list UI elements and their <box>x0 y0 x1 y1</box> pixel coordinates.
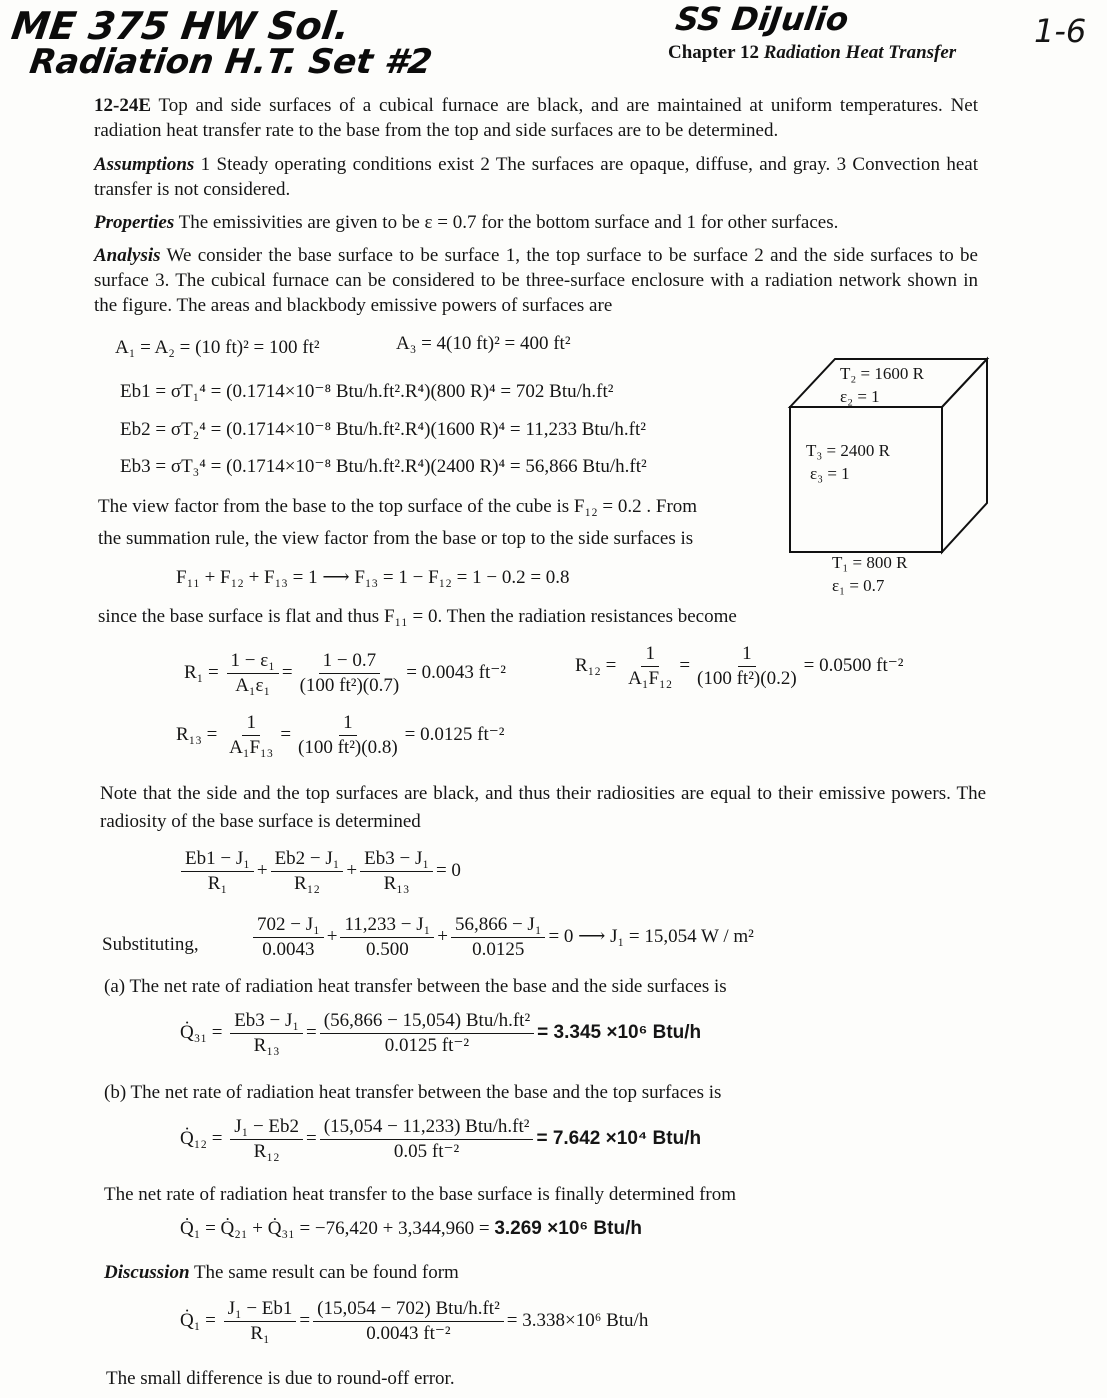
substituted-term-3-denominator: 0.0125 <box>472 939 525 960</box>
figure-base-temperature: T₁ = 800 R <box>832 553 908 572</box>
analysis-label: Analysis <box>94 245 161 266</box>
substituted-term-3 <box>451 914 545 961</box>
resistance-r13-equation: R₁₃ = $\frac{1}{\text{A₁F₁₃}}$ = $\frac{1}{\text{(100 ft²)(0.8)}}$ = 0.0125 ft⁻² <box>176 712 505 758</box>
r1-fraction-symbolic <box>227 650 279 697</box>
r1-denominator: A₁ε₁ <box>235 675 271 696</box>
r12-lhs: R₁₂ = <box>575 654 617 676</box>
q1-alt-fraction-numeric <box>313 1298 504 1345</box>
r13-numeric-denominator: (100 ft²)(0.8) <box>298 737 398 758</box>
r13-result: = 0.0125 ft⁻² <box>404 723 505 745</box>
r13-fraction-numeric <box>294 712 402 759</box>
properties-label: Properties <box>94 212 175 233</box>
discussion-text: The same result can be found form <box>193 1262 459 1283</box>
roundoff-text: The small difference is due to round-off error. <box>106 1368 455 1389</box>
emissive-power-3: Eb3 = σT₃⁴ = (0.1714×10⁻⁸ Btu/h.ft².R⁴)(2400 R)⁴ = 56,866 Btu/h.ft² <box>120 456 647 477</box>
r12-numeric-denominator: (100 ft²)(0.2) <box>697 668 797 689</box>
view-factor-text-1: The view factor from the base to the top surface of the cube is F₁₂ = 0.2 . From <box>98 496 698 517</box>
q31-denominator: R₁₃ <box>253 1035 280 1056</box>
r12-fraction-symbolic <box>624 643 676 690</box>
assumptions-label: Assumptions <box>94 154 195 175</box>
q1-total-expression: Q̇₁ = Q̇₂₁ + Q̇₃₁ = −76,420 + 3,344,960 = <box>180 1218 490 1239</box>
emissive-power-1: Eb1 = σT₁⁴ = (0.1714×10⁻⁸ Btu/h.ft².R⁴)(800 R)⁴ = 702 Btu/h.ft² <box>120 381 614 402</box>
substituted-rhs: = 0 ⟶ J₁ = 15,054 W / m² <box>548 925 754 947</box>
resistance-r12-equation: R₁₂ = $\frac{1}{\text{A₁F₁₂}}$ = $\frac{1}{\text{(100 ft²)(0.2)}}$ = 0.0500 ft⁻² <box>575 643 904 689</box>
substituted-term-1-denominator: 0.0043 <box>262 939 315 960</box>
q1-total-equation <box>180 1218 642 1240</box>
q12-fraction-numeric <box>320 1116 534 1163</box>
r12-result: = 0.0500 ft⁻² <box>803 654 904 676</box>
emissive-power-2: Eb2 = σT₂⁴ = (0.1714×10⁻⁸ Btu/h.ft².R⁴)(1600 R)⁴ = 11,233 Btu/h.ft² <box>120 419 646 440</box>
r12-numeric-numerator: 1 <box>738 643 756 667</box>
q31-result: = 3.345 ×10⁶ Btu/h <box>537 1021 702 1043</box>
q31-equation: Q̇₃₁ = $\frac{\text{Eb3 − J₁}}{\text{R₁₃}}$ = $\frac{\text{(56,866 − 15,054) Btu/h.ft²}}{\text{0.0125 ft⁻²}}$ = 3.345 ×10⁶ Btu/h <box>180 1010 702 1056</box>
radiosity-term-3-denominator: R₁₃ <box>383 873 410 894</box>
r1-lhs: R₁ = <box>184 661 219 683</box>
radiosity-term-1 <box>181 848 254 895</box>
q1-alt-result: = 3.338×10⁶ Btu/h <box>506 1309 649 1331</box>
r12-denominator: A₁F₁₂ <box>628 668 673 689</box>
figure-side-emissivity: ε₃ = 1 <box>810 464 850 483</box>
q1-alt-fraction-symbolic <box>224 1298 297 1345</box>
figure-base-emissivity: ε₁ = 0.7 <box>832 576 885 595</box>
properties-paragraph <box>94 210 978 235</box>
q12-denominator: R₁₂ <box>253 1141 280 1162</box>
hw-subtitle: Radiation H.T. Set #2 <box>27 42 435 82</box>
substituted-term-1 <box>253 914 324 961</box>
r1-fraction-numeric <box>296 650 404 697</box>
substituted-term-2-denominator: 0.500 <box>365 939 409 960</box>
problem-statement <box>94 93 978 143</box>
q12-numerator: J₁ − Eb2 <box>230 1116 303 1140</box>
radiosity-term-1-numerator: Eb1 − J₁ <box>181 848 254 872</box>
radiosity-term-3-numerator: Eb3 − J₁ <box>360 848 433 872</box>
q12-result: = 7.642 ×10⁴ Btu/h <box>536 1127 702 1149</box>
discussion-label: Discussion <box>104 1262 190 1283</box>
part-b-text: (b) The net rate of radiation heat transfer between the base and the top surfaces is <box>104 1082 722 1103</box>
author-signature: SS DiJulio <box>673 0 851 38</box>
substituted-term-2-numerator: 11,233 − J₁ <box>340 914 434 938</box>
assumptions-paragraph <box>94 152 978 202</box>
q31-numerator: Eb3 − J₁ <box>230 1010 303 1034</box>
q1-alternative-equation: Q̇₁ = $\frac{\text{J₁ − Eb1}}{\text{R₁}}$ = $\frac{\text{(15,054 − 702) Btu/h.ft²}}{\text{0.0043 ft⁻²}}$ = 3.338×10⁶ Btu/h <box>180 1298 649 1344</box>
chapter-number: Chapter 12 <box>668 42 759 63</box>
q1-alt-denominator: R₁ <box>250 1323 270 1344</box>
view-factor-text-2: the summation rule, the view factor from the base or top to the side surfaces is <box>98 528 694 549</box>
substituted-term-1-numerator: 702 − J₁ <box>253 914 324 938</box>
r1-numerator: 1 − ε₁ <box>227 650 279 674</box>
r12-numerator: 1 <box>641 643 659 667</box>
q12-lhs: Q̇₁₂ = <box>180 1127 223 1149</box>
r13-fraction-symbolic <box>225 712 277 759</box>
q31-fraction-numeric <box>320 1010 534 1057</box>
summation-rule-equation: F₁₁ + F₁₂ + F₁₃ = 1 ⟶ F₁₃ = 1 − F₁₂ = 1 − 0.2 = 0.8 <box>176 567 570 588</box>
q31-numeric-denominator: 0.0125 ft⁻² <box>384 1035 470 1056</box>
net-rate-text: The net rate of radiation heat transfer to the base surface is finally determined from <box>104 1184 737 1205</box>
q12-numeric-denominator: 0.05 ft⁻² <box>393 1141 460 1162</box>
q31-lhs: Q̇₃₁ = <box>180 1021 223 1043</box>
radiosity-term-2 <box>271 848 344 895</box>
resistance-r1-equation: R₁ = $\frac{\text{1 − ε₁}}{\text{A₁ε₁}}$ = $\frac{1 - 0.7}{\text{(100 ft²)(0.7)}}$ = 0.0043 ft⁻² <box>184 650 506 696</box>
areas-equation-1: A₁ = A₂ = (10 ft)² = 100 ft² <box>115 337 320 358</box>
q1-total-result: 3.269 ×10⁶ Btu/h <box>494 1218 642 1239</box>
r13-numerator: 1 <box>242 712 260 736</box>
substituted-term-3-numerator: 56,866 − J₁ <box>451 914 545 938</box>
q12-fraction-symbolic <box>230 1116 303 1163</box>
substituting-label: Substituting, <box>102 934 199 955</box>
problem-text: Top and side surfaces of a cubical furnace are black, and are maintained at uniform temperatures. Net radiation heat transfer rate to the base from the top and side surfaces are to be determined. <box>94 95 978 141</box>
r1-numeric-denominator: (100 ft²)(0.7) <box>299 675 400 696</box>
chapter-header <box>668 42 956 64</box>
radiosity-note: Note that the side and the top surfaces are black, and thus their radiosities are equal to their emissive powers. The radiosity of the base surface is determined <box>100 783 986 832</box>
assumptions-text: 1 Steady operating conditions exist 2 The surfaces are opaque, diffuse, and gray. 3 Convection heat transfer is not considered. <box>94 154 978 200</box>
figure-side-temperature: T₃ = 2400 R <box>806 441 890 460</box>
q1-alt-numeric-numerator: (15,054 − 702) Btu/h.ft² <box>313 1298 504 1322</box>
radiosity-term-1-denominator: R₁ <box>207 873 228 894</box>
radiosity-rhs: = 0 <box>435 859 461 881</box>
substituted-radiosity-equation: $\frac{\text{702 − J₁}}{0.0043}$ + $\frac{\text{11,233 − J₁}}{0.500}$ + $\frac{\text{56,866 − J₁}}{0.0125}$ = 0 ⟶ J₁ = 15,054 W / m² <box>250 914 754 961</box>
r13-lhs: R₁₃ = <box>176 723 218 745</box>
figure-top-temperature: T₂ = 1600 R <box>840 364 924 383</box>
radiosity-term-3 <box>360 848 433 895</box>
r1-result: = 0.0043 ft⁻² <box>406 661 506 683</box>
discussion-paragraph <box>104 1262 459 1284</box>
r12-fraction-numeric <box>693 643 801 690</box>
cube-side-face <box>942 359 987 552</box>
analysis-text: We consider the base surface to be surface 1, the top surface to be surface 2 and the side surfaces to be surface 3. The cubical furnace can be considered to be three-surface enclosure with a radiation network shown in the figure. The areas and blackbody emissive powers of surfaces are <box>94 245 978 316</box>
q31-fraction-symbolic <box>230 1010 303 1057</box>
flat-base-text: since the base surface is flat and thus F₁₁ = 0. Then the radiation resistances become <box>98 606 737 627</box>
chapter-topic: Radiation Heat Transfer <box>763 42 957 63</box>
r1-numeric-numerator: 1 − 0.7 <box>319 650 380 674</box>
properties-text: The emissivities are given to be ε = 0.7 for the bottom surface and 1 for other surfaces. <box>178 212 839 233</box>
substituted-term-2 <box>340 914 434 961</box>
areas-equation-2: A₃ = 4(10 ft)² = 400 ft² <box>396 333 571 354</box>
q31-numeric-numerator: (56,866 − 15,054) Btu/h.ft² <box>320 1010 534 1034</box>
hw-title: ME 375 HW Sol. <box>8 4 353 48</box>
q1-alt-lhs: Q̇₁ = <box>180 1309 216 1331</box>
q12-numeric-numerator: (15,054 − 11,233) Btu/h.ft² <box>320 1116 534 1140</box>
r13-denominator: A₁F₁₃ <box>229 737 274 758</box>
radiosity-balance-equation: $\frac{\text{Eb1 − J₁}}{\text{R₁}}$ + $\frac{\text{Eb2 − J₁}}{\text{R₁₂}}$ + $\frac{\text{Eb3 − J₁}}{\text{R₁₃}}$ = 0 <box>178 848 461 895</box>
part-a-text: (a) The net rate of radiation heat transfer between the base and the side surfaces is <box>104 976 727 997</box>
r13-numeric-numerator: 1 <box>339 712 357 736</box>
q12-equation: Q̇₁₂ = $\frac{\text{J₁ − Eb2}}{\text{R₁₂}}$ = $\frac{\text{(15,054 − 11,233) Btu/h.ft²}}{\text{0.05 ft⁻²}}$ = 7.642 ×10⁴ Btu/h <box>180 1116 702 1162</box>
radiosity-term-2-numerator: Eb2 − J₁ <box>271 848 344 872</box>
problem-number: 12-24E <box>94 95 151 116</box>
radiosity-term-2-denominator: R₁₂ <box>294 873 320 894</box>
q1-alt-numerator: J₁ − Eb1 <box>224 1298 297 1322</box>
analysis-paragraph <box>94 243 978 318</box>
figure-top-emissivity: ε₂ = 1 <box>840 387 880 406</box>
page-range: 1-6 <box>1034 12 1087 50</box>
q1-alt-numeric-denominator: 0.0043 ft⁻² <box>366 1323 451 1344</box>
